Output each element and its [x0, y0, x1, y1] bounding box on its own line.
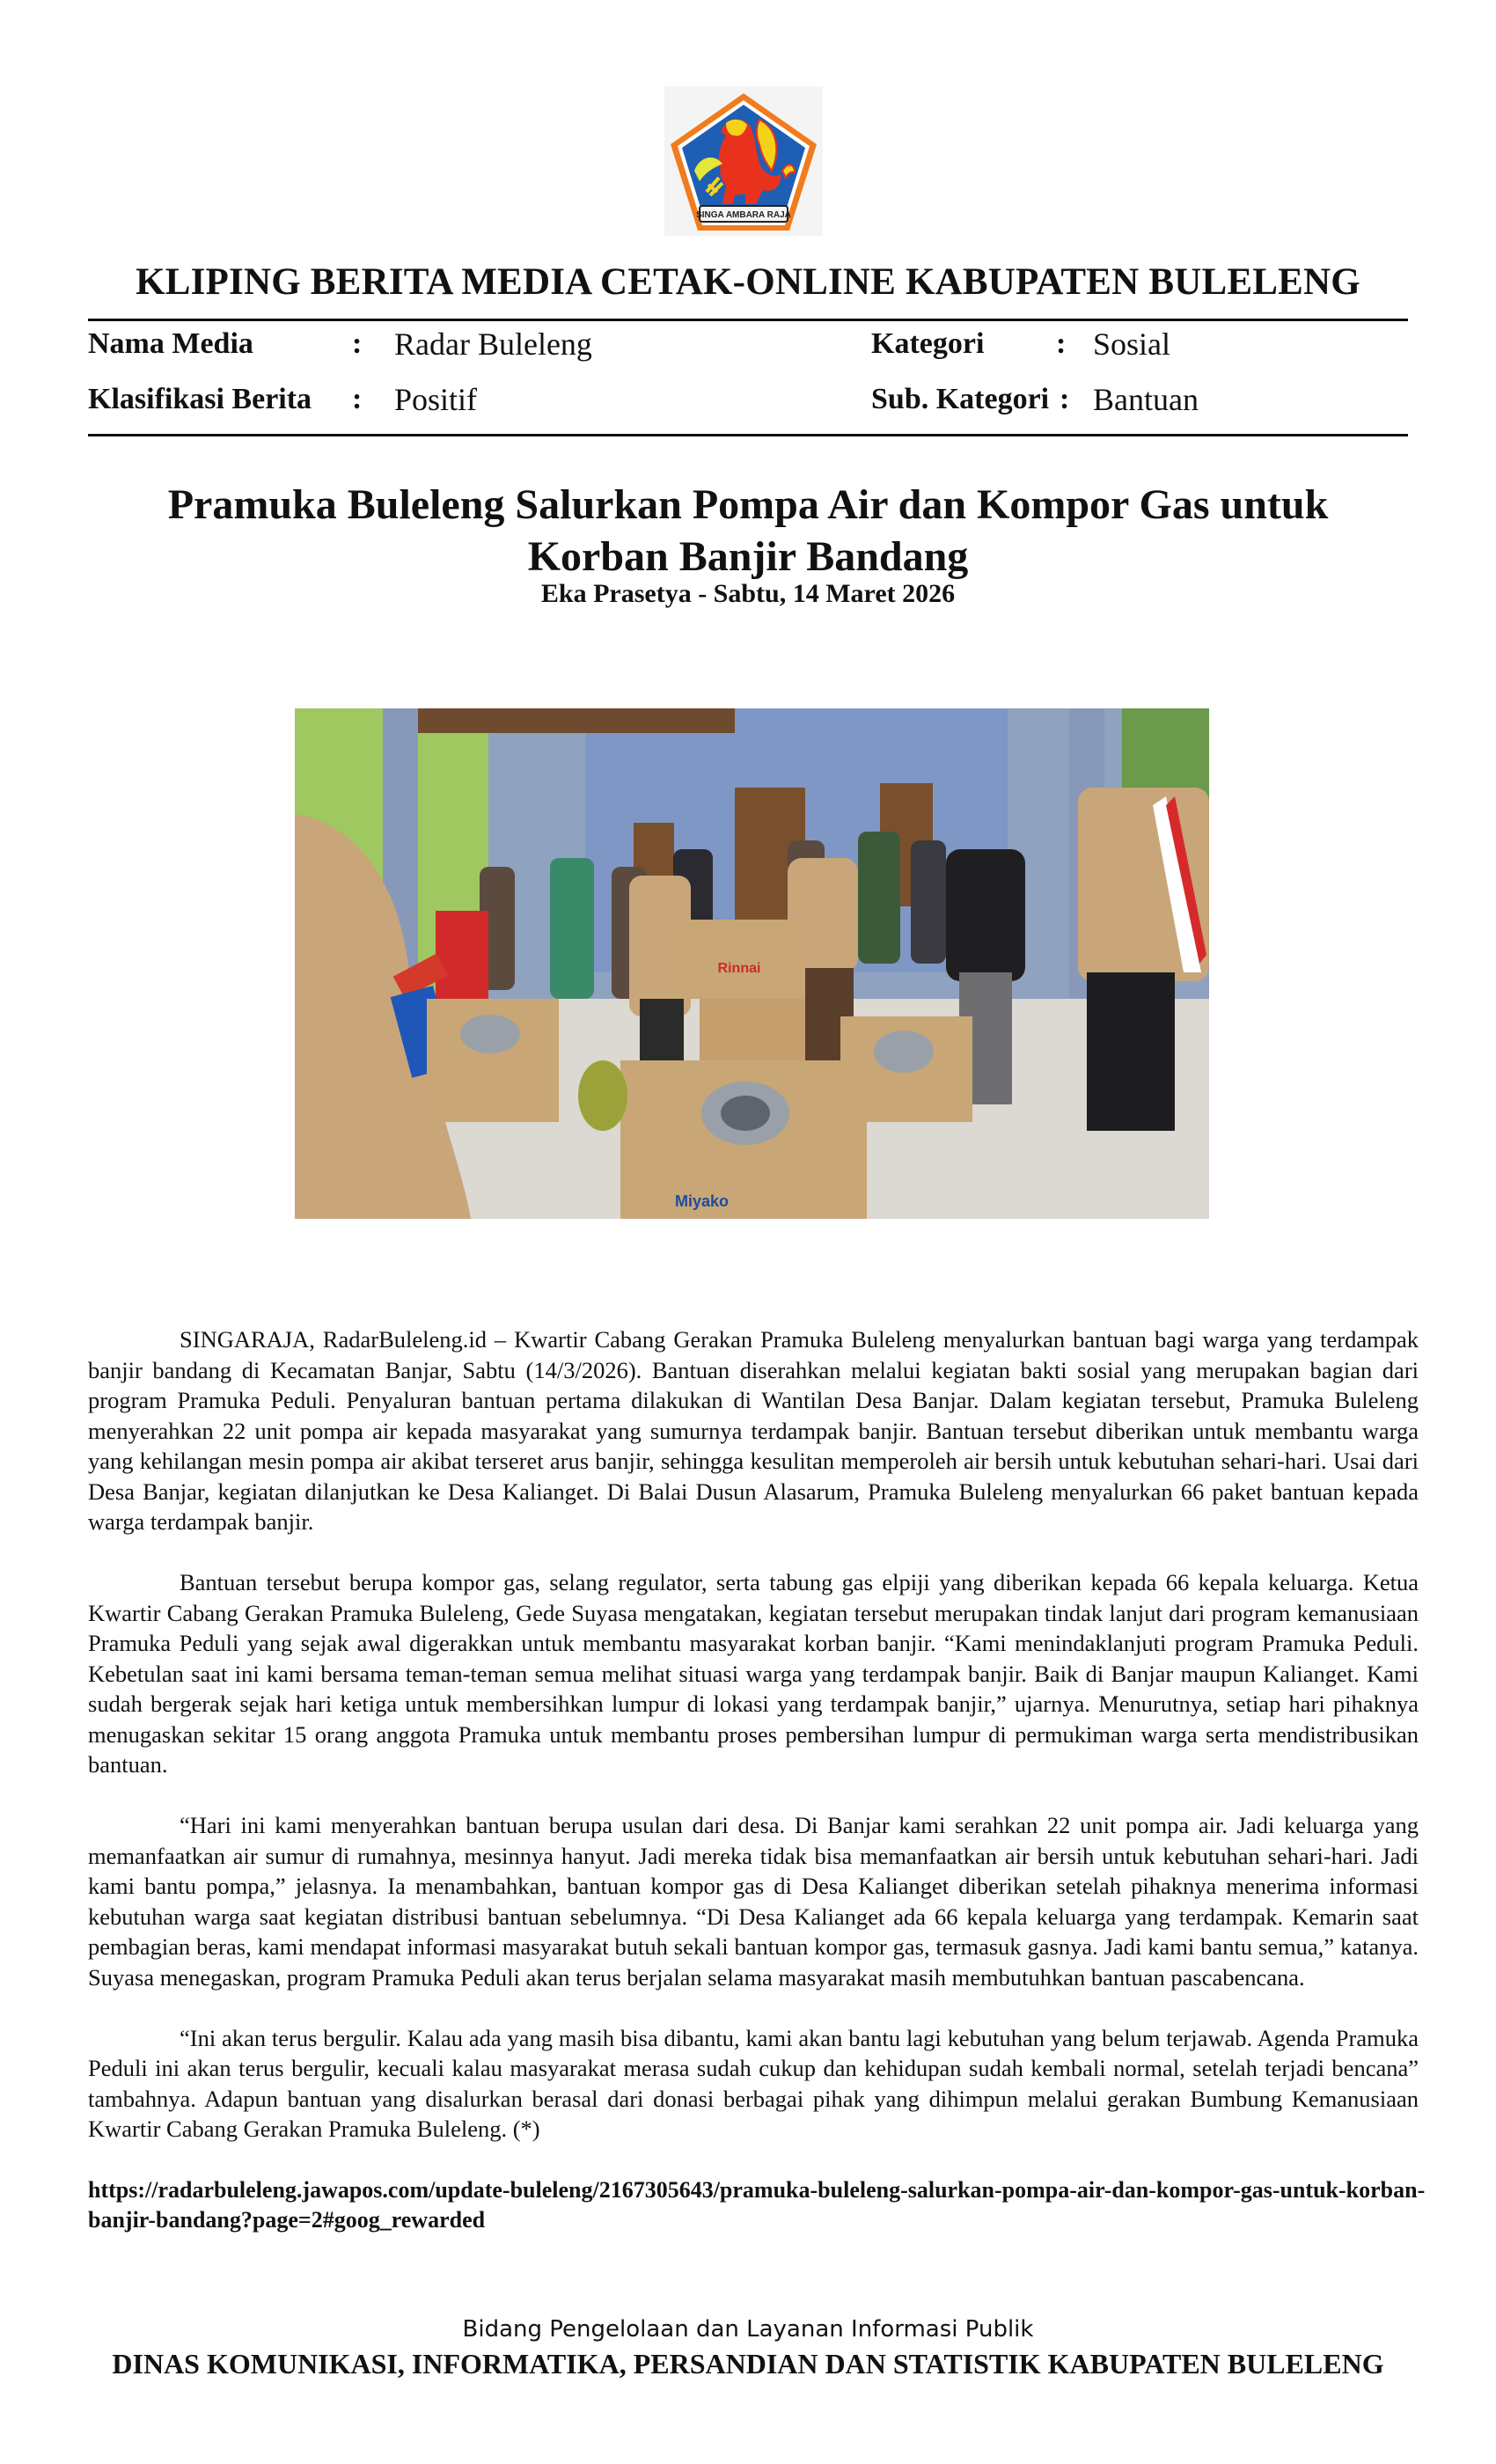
- regency-crest-logo: [664, 86, 823, 236]
- header-divider-bottom: [88, 434, 1408, 436]
- article-paragraph: SINGARAJA, RadarBuleleng.id – Kwartir Cabang Gerakan Pramuka Buleleng menyalurkan bantuan bagi warga yang terdampak banjir bandang di Kecamatan Banjar, Sabtu (14/3/2026). Bantuan diserahkan melalui kegiatan bakti sosial yang merupakan bagian dari program Pramuka Peduli. Penyaluran bantuan pertama dilakukan di Wantilan Desa Banjar. Dalam kegiatan tersebut, Pramuka Buleleng menyerahkan 22 unit pompa air kepada masyarakat yang sumurnya terdampak banjir. Bantuan tersebut diberikan untuk membantu warga yang kehilangan mesin pompa air akibat terseret arus banjir, sehingga kesulitan memperoleh air bersih untuk kebutuhan sehari-hari. Usai dari Desa Banjar, kegiatan dilanjutkan ke Desa Kalianget. Di Balai Dusun Alasarum, Pramuka Buleleng menyalurkan 66 paket bantuan kepada warga terdampak banjir.: [88, 1326, 1419, 1535]
- photo-scout-aid-distribution: [295, 708, 1209, 1219]
- klasifikasi-value: Positif: [394, 382, 478, 417]
- header-divider-top: [88, 319, 1408, 321]
- kategori-separator: :: [1056, 327, 1067, 360]
- kategori-label: Kategori: [871, 327, 985, 360]
- photo-box-label-miyako: Miyako: [675, 1192, 730, 1210]
- footer-unit: Bidang Pengelolaan dan Layanan Informasi Publik: [462, 2316, 1034, 2343]
- article-title: Pramuka Buleleng Salurkan Pompa Air dan Kompor Gas untuk Korban Banjir Bandang: [167, 481, 1329, 580]
- article-body: [88, 1324, 1419, 2174]
- crest-motto: SINGA AMBARA RAJA: [696, 210, 791, 220]
- singa-ambara-raja-crest-icon: [664, 86, 823, 236]
- kategori-value: Sosial: [1093, 326, 1171, 362]
- nama-media-label: Nama Media: [88, 327, 253, 360]
- article-photo: [295, 708, 1209, 1219]
- klasifikasi-separator: :: [352, 383, 363, 415]
- sub-kategori-separator: :: [1060, 383, 1070, 415]
- clipping-header-title: KLIPING BERITA MEDIA CETAK-ONLINE KABUPATEN BULELENG: [136, 261, 1360, 303]
- sub-kategori-value: Bantuan: [1093, 382, 1199, 417]
- klasifikasi-label: Klasifikasi Berita: [88, 383, 312, 415]
- photo-box-label-rinnai: Rinnai: [717, 961, 761, 976]
- article-byline: Eka Prasetya - Sabtu, 14 Maret 2026: [540, 579, 956, 608]
- footer-agency: DINAS KOMUNIKASI, INFORMATIKA, PERSANDIAN DAN STATISTIK KABUPATEN BULELENG: [112, 2348, 1384, 2380]
- nama-media-value: Radar Buleleng: [394, 326, 592, 362]
- source-url-link[interactable]: https://radarbuleleng.jawapos.com/update-buleleng/2167305643/pramuka-buleleng-salurkan-pompa-air-dan-kompor-gas-untuk-korban-banjir-bandang?page=2#goog_rewarded: [88, 2177, 1426, 2233]
- article-paragraph: Bantuan tersebut berupa kompor gas, selang regulator, serta tabung gas elpiji yang diberikan kepada 66 kepala keluarga. Ketua Kwartir Cabang Gerakan Pramuka Buleleng, Gede Suyasa mengatakan, kegiatan tersebut merupakan tindak lanjut dari program kemanusiaan Pramuka Peduli yang sejak awal digerakkan untuk membantu masyarakat korban banjir. “Kami menindaklanjuti program Pramuka Peduli. Kebetulan saat ini kami bersama teman-teman semua melihat situasi warga yang terdampak banjir. Baik di Banjar maupun Kalianget. Kami sudah bergerak sejak hari ketiga untuk membersihkan lumpur di lokasi yang terdampak banjir,” ujarnya. Menurutnya, setiap hari pihaknya menugaskan sekitar 15 orang anggota Pramuka untuk membantu proses pembersihan lumpur di permukiman warga serta mendistribusikan bantuan.: [88, 1569, 1419, 1778]
- article-paragraph: “Ini akan terus bergulir. Kalau ada yang masih bisa dibantu, kami akan bantu lagi kebutuhan yang belum terjawab. Agenda Pramuka Peduli ini akan terus bergulir, kecuali kalau masyarakat merasa sudah cukup dan kehidupan sudah kembali normal, setelah terjadi bencana” tambahnya. Adapun bantuan yang disalurkan berasal dari donasi berbagai pihak yang dihimpun melalui gerakan Bumbung Kemanusiaan Kwartir Cabang Gerakan Pramuka Buleleng. (*): [88, 2024, 1419, 2142]
- article-paragraph: “Hari ini kami menyerahkan bantuan berupa usulan dari desa. Di Banjar kami serahkan 22 unit pompa air. Jadi keluarga yang memanfaatkan air sumur di rumahnya, mesinnya hanyut. Jadi mereka tidak bisa memanfaatkan air bersih untuk kebutuhan sehari-hari. Jadi kami bantu pompa,” jelasnya. Ia menambahkan, bantuan kompor gas di Desa Kalianget diberikan setelah pihaknya menerima informasi kebutuhan warga saat kegiatan distribusi bantuan sebelumnya. “Di Desa Kalianget ada 66 kepala keluarga yang terdampak. Kemarin saat pembagian beras, kami mendapat informasi masyarakat butuh sekali bantuan kompor gas, termasuk gasnya. Jadi kami bantu semua,” katanya. Suyasa menegaskan, program Pramuka Peduli akan terus berjalan selama masyarakat masih membutuhkan bantuan pascabencana.: [88, 1812, 1419, 1991]
- nama-media-separator: :: [352, 327, 363, 360]
- sub-kategori-label: Sub. Kategori: [871, 383, 1050, 415]
